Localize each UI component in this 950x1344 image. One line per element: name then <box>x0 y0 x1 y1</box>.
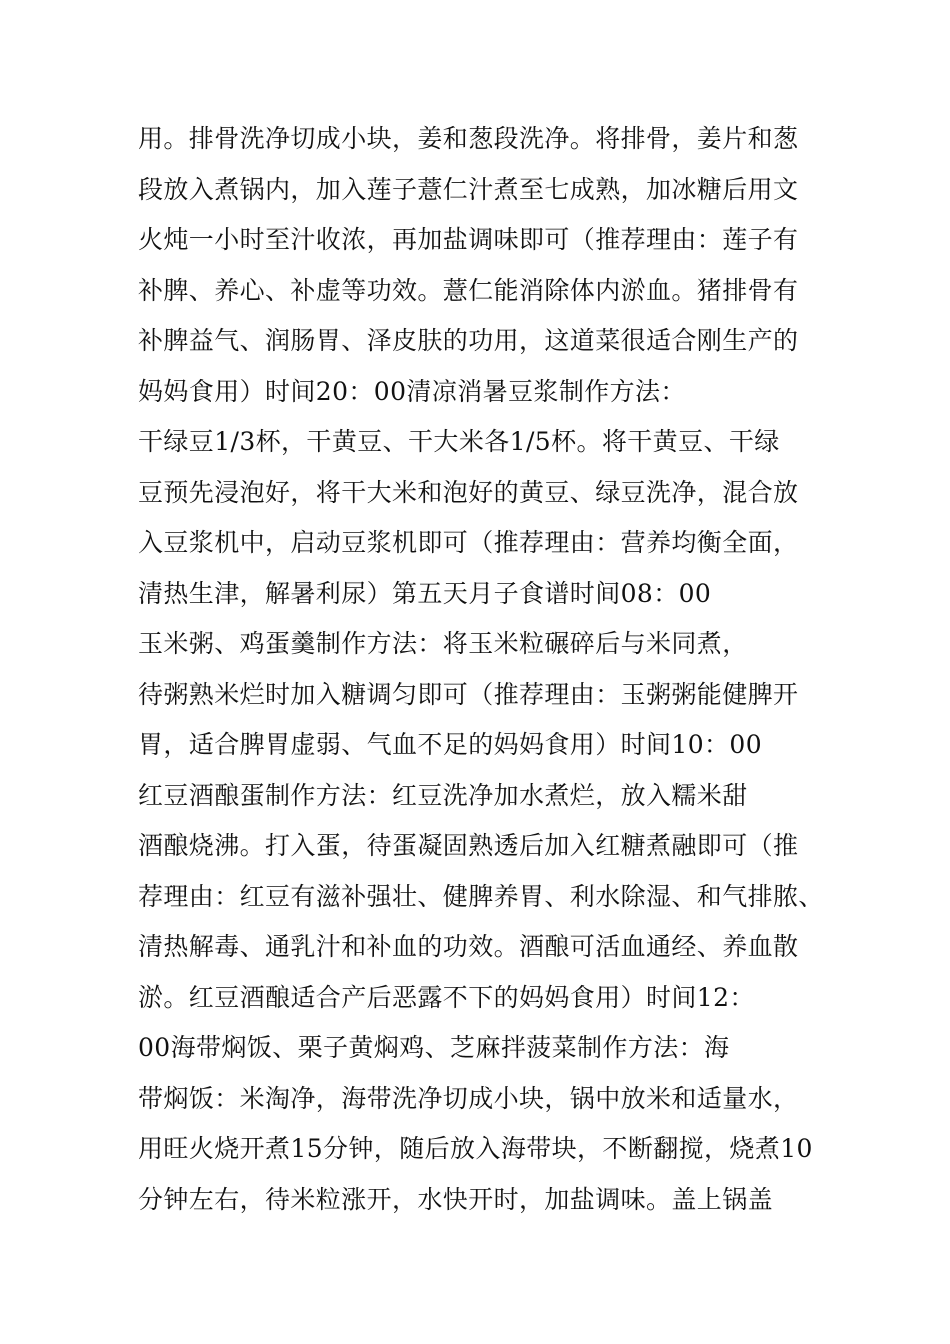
text-line: 待粥熟米烂时加入糖调匀即可（推荐理由：玉粥粥能健脾开 <box>138 679 799 709</box>
text-line: 用旺火烧开煮15分钟，随后放入海带块，不断翻搅，烧煮10 <box>138 1134 813 1163</box>
text-line: 干绿豆1/3杯，干黄豆、干大米各1/5杯。将干黄豆、干绿 <box>138 427 780 456</box>
text-line: 酒酿烧沸。打入蛋，待蛋凝固熟透后加入红糖煮融即可（推 <box>138 831 799 860</box>
text-line: 胃，适合脾胃虚弱、气血不足的妈妈食用）时间10：00 <box>138 730 763 759</box>
text-line: 玉米粥、鸡蛋羹制作方法：将玉米粒碾碎后与米同煮， <box>138 629 748 658</box>
text-line: 段放入煮锅内，加入莲子薏仁汁煮至七成熟，加冰糖后用文 <box>138 174 799 204</box>
text-line: 妈妈食用）时间20：00清凉消暑豆浆制作方法： <box>138 376 686 406</box>
text-line: 入豆浆机中，启动豆浆机即可（推荐理由：营养均衡全面， <box>138 528 799 557</box>
text-line: 分钟左右，待米粒涨开，水快开时，加盐调味。盖上锅盖 <box>138 1184 774 1214</box>
body-text <box>138 114 838 1225</box>
text-line: 荐理由：红豆有滋补强壮、健脾养胃、利水除湿、和气排脓、 <box>138 881 824 911</box>
text-line: 火炖一小时至汁收浓，再加盐调味即可（推荐理由：莲子有 <box>138 225 799 254</box>
text-line: 00海带焖饭、栗子黄焖鸡、芝麻拌菠菜制作方法：海 <box>138 1033 730 1062</box>
text-line: 红豆酒酿蛋制作方法：红豆洗净加水煮烂，放入糯米甜 <box>138 780 748 810</box>
text-line: 补脾益气、润肠胃、泽皮肤的功用，这道菜很适合刚生产的 <box>138 326 799 355</box>
text-line: 用。排骨洗净切成小块，姜和葱段洗净。将排骨，姜片和葱 <box>138 124 799 153</box>
text-line: 淤。红豆酒酿适合产后恶露不下的妈妈食用）时间12： <box>138 982 755 1012</box>
text-line: 带焖饭：米淘净，海带洗净切成小块，锅中放米和适量水， <box>138 1083 799 1113</box>
text-line: 豆预先浸泡好，将干大米和泡好的黄豆、绿豆洗净，混合放 <box>138 477 799 507</box>
text-line: 清热生津，解暑利尿）第五天月子食谱时间08：00 <box>138 578 712 608</box>
text-line: 补脾、养心、补虚等功效。薏仁能消除体内淤血。猪排骨有 <box>138 275 799 305</box>
text-line: 清热解毒、通乳汁和补血的功效。酒酿可活血通经、养血散 <box>138 932 799 961</box>
